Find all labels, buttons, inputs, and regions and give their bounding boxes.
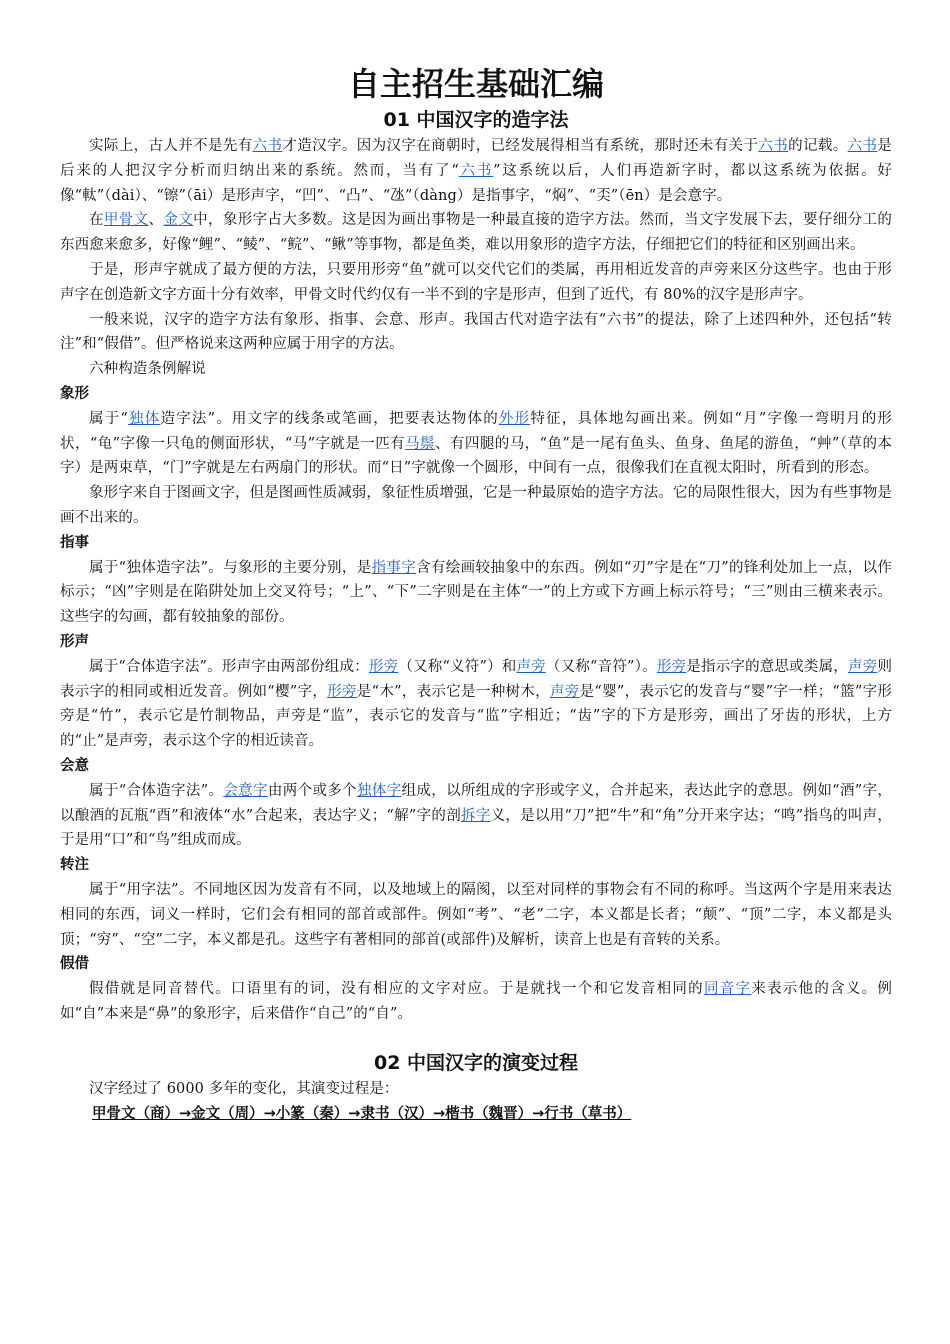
text-run: 、有四腿的马，“鱼”是一尾有鱼头、鱼身、鱼尾的游鱼，“艸”（草的本字）是两束草，“门”字就是左右两扇门的形状。而“日”字就像一个圆形，中间有一点，很像我们在直视太阳时，所看到的形态。 — [60, 435, 893, 477]
hyperlink[interactable]: 声旁 — [549, 683, 580, 700]
text-run: 属于“用字法”。不同地区因为发音有不同，以及地域上的隔阂，以至对同样的事物会有不同的称呼。当这两个字是用来表达相同的东西，词义一样时，它们会有相同的部首或部件。例如“考”、“老”二字，本义都是长者；“颠”、“顶”二字，本义都是头顶；“穷”、“空”二字，本义都是孔。这些字有著相同的部首(或部件)及解析，读音上也是有音转的关系。 — [60, 881, 892, 948]
heading-zhishi: 指事 — [60, 534, 89, 551]
heading-jiajie: 假借 — [60, 956, 89, 973]
text-run: 、 — [148, 212, 164, 229]
text-run: 属于“独体造字法”。与象形的主要分别，是 — [89, 559, 372, 576]
paragraph — [60, 779, 892, 853]
hyperlink[interactable]: 形旁 — [368, 658, 399, 675]
text-run: 属于“合体造字法”。 — [89, 782, 224, 799]
evolution-intro: 汉字经过了 6000 多年的变化，其演变过程是： — [89, 1080, 399, 1097]
text-run: 实际上，古人并不是先有 — [89, 138, 253, 154]
text-run: 造字法”。用文字的线条或笔画，把要表达物体的 — [160, 410, 499, 427]
hyperlink[interactable]: 声旁 — [848, 658, 878, 675]
paragraph — [60, 977, 892, 1027]
text-run: 含有绘画较抽象中的东西。例如“刃”字是在“刀”的锋利处加上一点，以作标示；“凶”字则是在陷阱处加上交叉符号；“上”、“下”二字则是在主体“一”的上方或下方画上标示符号；“三”则由三横来表示。这些字的勾画，都有较抽象的部份。 — [60, 559, 892, 626]
hyperlink[interactable]: 同音字 — [703, 981, 752, 998]
heading-xiangxing: 象形 — [60, 385, 89, 402]
text-run: （又称“音符”）。 — [545, 658, 657, 675]
hyperlink[interactable]: 拆字 — [461, 807, 491, 824]
hyperlink[interactable]: 六书 — [758, 138, 789, 154]
paragraph — [60, 481, 892, 531]
hyperlink[interactable]: 外形 — [498, 410, 531, 427]
paragraph — [60, 357, 892, 382]
text-run: 象形字来自于图画文字，但是图画性质减弱，象征性质增强，它是一种最原始的造字方法。它的局限性很大，因为有些事物是画不出来的。 — [60, 485, 892, 526]
text-run: 是“木”，表示它是一种树木， — [356, 683, 550, 700]
text-run: 是“婴”，表示它的发音与“婴”字一样；“篮”字形旁是“竹”，表示它是竹制物品，声旁是“监”，表示它的发音与“监”字相近；“齿”字的下方是形旁，画出了牙齿的形状，上方的“止”是声旁，表示这个字的相近读音。 — [60, 683, 892, 750]
text-run: 组成，以所组成的字形或字义，合并起来，表达此字的意思。例如“酒”字，以酿酒的瓦瓶“酉”和液体“水”合起来，表达字义；“解”字的剖 — [60, 782, 893, 824]
document-title: 自主招生基础汇编 — [347, 65, 604, 103]
text-run: 义，是以用“刀”把“牛”和“角”分开来字达；“鸣”指鸟的叫声，于是用“口”和“鸟”组成而成。 — [60, 807, 893, 849]
text-run: 一般来说，汉字的造字方法有象形、指事、会意、形声。我国古代对造字法有“六书”的提法，除了上述四种外，还包括“转注”和“假借”。但严格说来这两种应属于用字的方法。 — [60, 311, 892, 353]
text-run: ”这系统以后，人们再造新字时，都以这系统为依据。好像“軚”（dài）、“镲”（āi）是形声字，“凹”、“凸”、“氹”（dàng）是指事字，“焖”、“奀”（ēn）是会意字。 — [60, 162, 893, 204]
paragraph — [60, 878, 892, 952]
paragraph — [60, 258, 892, 308]
text-run: 六种构造条例解说 — [89, 361, 206, 378]
text-run: 是指示字的意思或类属， — [686, 658, 849, 675]
text-run: 则表示字的相同或相近发音。例如“樱”字， — [60, 658, 893, 700]
text-run: （又称“义符”）和 — [398, 658, 517, 675]
hyperlink[interactable]: 六书 — [847, 138, 878, 154]
text-run: 是后来的人把汉字分析而归纳出来的系统。然而，当有了“ — [60, 138, 892, 179]
text-run: 特征，具体地勾画出来。例如“月”字像一弯明月的形状，“龟”字像一只龟的侧面形状，“马”字就是一匹有 — [60, 410, 893, 452]
hyperlink[interactable]: 马鬃 — [405, 435, 435, 452]
paragraph — [60, 407, 892, 481]
hyperlink[interactable]: 指事字 — [371, 559, 417, 576]
evolution-sequence: 甲骨文（商）→金文（周）→小篆（秦）→隶书（汉）→楷书（魏晋）→行书（草书） — [92, 1106, 632, 1123]
paragraph — [60, 556, 892, 630]
text-run: 假借就是同音替代。口语里有的词，没有相应的文字对应。于是就找一个和它发音相同的 — [89, 981, 704, 998]
hyperlink[interactable]: 六书 — [252, 138, 283, 154]
heading-zhuanzhu: 转注 — [60, 857, 89, 874]
paragraph — [60, 655, 892, 754]
hyperlink[interactable]: 甲骨文 — [103, 212, 149, 229]
text-run: 属于“合体造字法”。形声字由两部份组成： — [89, 658, 369, 675]
section-title-2: 02 中国汉字的演变过程 — [373, 1051, 579, 1074]
paragraph — [60, 308, 892, 358]
hyperlink[interactable]: 独体 — [127, 410, 161, 427]
section-spacer — [60, 1027, 892, 1049]
heading-xingsheng: 形声 — [60, 633, 89, 650]
text-run: 属于“ — [89, 410, 128, 427]
document-page — [60, 62, 892, 1127]
hyperlink[interactable]: 形旁 — [656, 658, 687, 675]
text-run: 来表示他的含义。例如“自”本来是“鼻”的象形字，后来借作“自己”的“自”。 — [60, 981, 892, 1022]
text-run: 于是，形声字就成了最方便的方法，只要用形旁“鱼”就可以交代它们的类属，再用相近发音的声旁来区分这些字。也由于形声字在创造新文字方面十分有效率，甲骨文时代约仅有一半不到的字是形声，但到了近代，有 80%的汉字是形声字。 — [60, 261, 892, 303]
hyperlink[interactable]: 声旁 — [516, 658, 546, 675]
paragraph — [60, 134, 892, 208]
hyperlink[interactable]: 六书 — [458, 162, 494, 179]
hyperlink[interactable]: 会意字 — [223, 782, 268, 799]
section-title-1: 01 中国汉字的造字法 — [383, 109, 569, 131]
hyperlink[interactable]: 金文 — [163, 212, 194, 229]
text-run: 中，象形字占大多数。这是因为画出事物是一种最直接的造字方法。然而，当文字发展下去，要仔细分工的东西愈来愈多，好像“鲤”、“鲮”、“鲩”、“鳅”等事物，都是鱼类，难以用象形的造字方法，仔细把它们的特征和区别画出来。 — [60, 212, 892, 254]
text-run: 才造汉字。因为汉字在商朝时，已经发展得相当有系统，那时还未有关于 — [282, 138, 759, 154]
hyperlink[interactable]: 形旁 — [327, 683, 357, 700]
heading-huiyi: 会意 — [60, 757, 89, 774]
hyperlink[interactable]: 独体字 — [357, 782, 402, 799]
paragraph — [60, 208, 892, 258]
text-run: 的记载。 — [788, 138, 848, 154]
text-run: 在 — [89, 212, 104, 229]
text-run: 由两个或多个 — [267, 782, 357, 799]
